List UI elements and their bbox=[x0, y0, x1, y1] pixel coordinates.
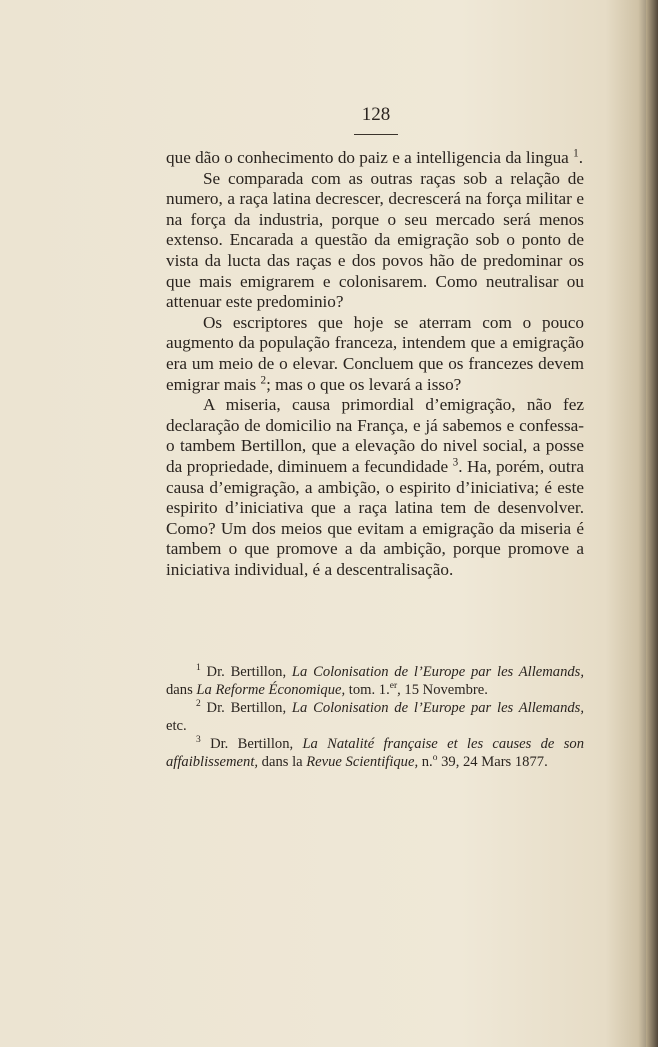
footnotes bbox=[166, 663, 584, 771]
paragraph-race-comparison: Se comparada com as outras raças sob a relação de numero, a raça latina decrescer, decrescerá na força militar e na força da industria, porque o seu mercado será menos extenso. Encarada a questão da emigração sob o ponto de vista da lucta das raças e dos povos hão de predominar os que mais emigrarem e colonisarem. Como neutralisar ou attenuar este predominio? bbox=[166, 168, 584, 312]
footnote-1: $^1$ Dr. Bertillon, La Colonisation de l’Europe par les Allemands, dans La Reforme Économique, tom. 1.$^{er}$, 15 Novembre. bbox=[166, 663, 584, 698]
paragraph-continuation: que dão o conhecimento do paiz e a intelligencia da lingua $^1$. bbox=[166, 147, 583, 167]
main-text bbox=[166, 148, 584, 580]
footnote-2: $^2$ Dr. Bertillon, La Colonisation de l’Europe par les Allemands, etc. bbox=[166, 699, 584, 734]
paragraph-french-writers: Os escriptores que hoje se aterram com o pouco augmento da população franceza, intendem que a emigração era um meio de o elevar. Concluem que os francezes devem emigrar mais $^2$; mas o que os levará a isso? bbox=[166, 312, 584, 394]
footnote-ref-2: 2 bbox=[260, 373, 267, 386]
page-edge-shadow bbox=[646, 0, 658, 1047]
page-number: 128 bbox=[361, 104, 391, 125]
paragraph-misery-cause: A miseria, causa primordial d’emigração, não fez declaração de domicilio na França, e já sabemos e confessa-o tambem Bertillon, que a elevação do nivel social, a posse da propriedade, diminuem a fecundidade $^3$. Ha, porém, outra causa d’emigração, a ambição, o espirito d’iniciativa; é este espirito d’iniciativa que a raça latina tem de desenvolver. Como? Um dos meios que evitam a emigração da miseria é tambem o que promove a da ambição, porque promove a iniciativa individual, é a descentralisação. bbox=[166, 395, 585, 579]
footnote-3: $^3$ Dr. Bertillon, La Natalité française et les causes de son affaiblissement, dans la Revue Scientifique, n.$^o$ 39, 24 Mars 1877. bbox=[166, 735, 584, 770]
header-rule bbox=[354, 134, 398, 135]
footnote-ref-3: 3 bbox=[452, 456, 459, 469]
footnote-ref-1: 1 bbox=[573, 147, 579, 160]
